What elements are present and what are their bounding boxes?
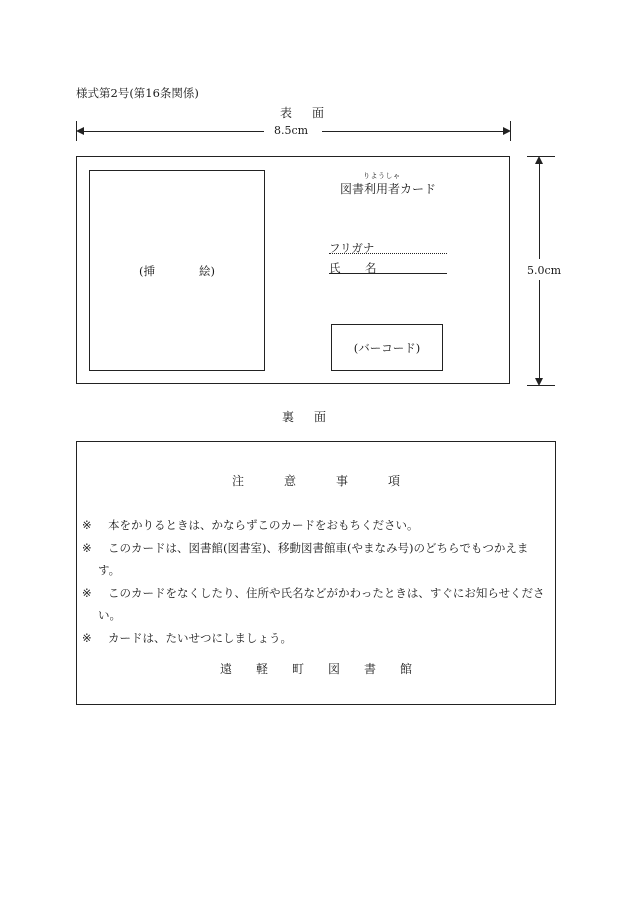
note-text: カードは、たいせつにしましょう。 [108, 631, 292, 645]
width-dimension-line-left [84, 131, 264, 132]
width-arrow-right [503, 127, 511, 135]
kana-field-line [329, 253, 447, 254]
notice-title [76, 472, 556, 489]
name-label-first: 氏 [329, 261, 341, 275]
note-mark: ※ [82, 541, 92, 555]
front-heading-char: 表 [280, 106, 293, 120]
library-name [76, 660, 556, 677]
name-label-second: 名 [365, 261, 377, 275]
width-arrow-left [76, 127, 84, 135]
width-dimension-line-right [322, 131, 503, 132]
note-text: 本をかりるときは、かならずこのカードをおもちください。 [108, 518, 419, 532]
note-item [82, 537, 550, 581]
illustration-label-char: 絵) [199, 264, 215, 278]
illustration-label [89, 263, 265, 279]
form-label: 様式第2号(第16条関係) [76, 86, 199, 100]
illustration-label-char: (挿 [139, 264, 155, 278]
back-heading-char: 面 [314, 410, 327, 424]
note-item [82, 627, 550, 649]
note-text: このカードは、図書館(図書室)、移動図書館車(やまなみ号)のどちらでもつかえます。 [98, 541, 529, 577]
note-text: このカードをなくしたり、住所や氏名などがかわったときは、すぐにお知らせください。 [98, 586, 545, 622]
card-title-ruby: りようしゃ [363, 172, 401, 180]
back-heading [272, 408, 336, 425]
height-label: 5.0cm [527, 264, 562, 277]
library-name-char: 館 [400, 662, 413, 676]
barcode-box [331, 324, 443, 371]
notice-title-char: 事 [336, 474, 349, 488]
library-name-char: 町 [291, 662, 304, 676]
notice-title-char: 意 [283, 474, 296, 488]
height-arrow-down [535, 378, 543, 386]
note-mark: ※ [82, 631, 92, 645]
name-field-line [329, 273, 447, 274]
card-title: 図書利用者カード [340, 182, 437, 196]
note-item [82, 582, 550, 626]
library-name-char: 図 [328, 662, 341, 676]
height-arrow-up [535, 156, 543, 164]
front-heading-char: 面 [312, 106, 325, 120]
note-mark: ※ [82, 586, 92, 600]
back-heading-char: 裏 [282, 410, 295, 424]
barcode-label: (バーコード) [353, 340, 421, 355]
height-dimension-line-top [539, 164, 540, 259]
width-label: 8.5cm [270, 124, 312, 137]
note-mark: ※ [82, 518, 92, 532]
front-heading [270, 104, 334, 121]
notice-title-char: 項 [388, 474, 401, 488]
note-item [82, 514, 550, 536]
notice-title-char: 注 [231, 474, 244, 488]
library-name-char: 遠 [219, 662, 232, 676]
library-name-char: 軽 [255, 662, 268, 676]
library-name-char: 書 [364, 662, 377, 676]
height-dimension-line-bottom [539, 280, 540, 378]
kana-label: フリガナ [329, 241, 375, 255]
